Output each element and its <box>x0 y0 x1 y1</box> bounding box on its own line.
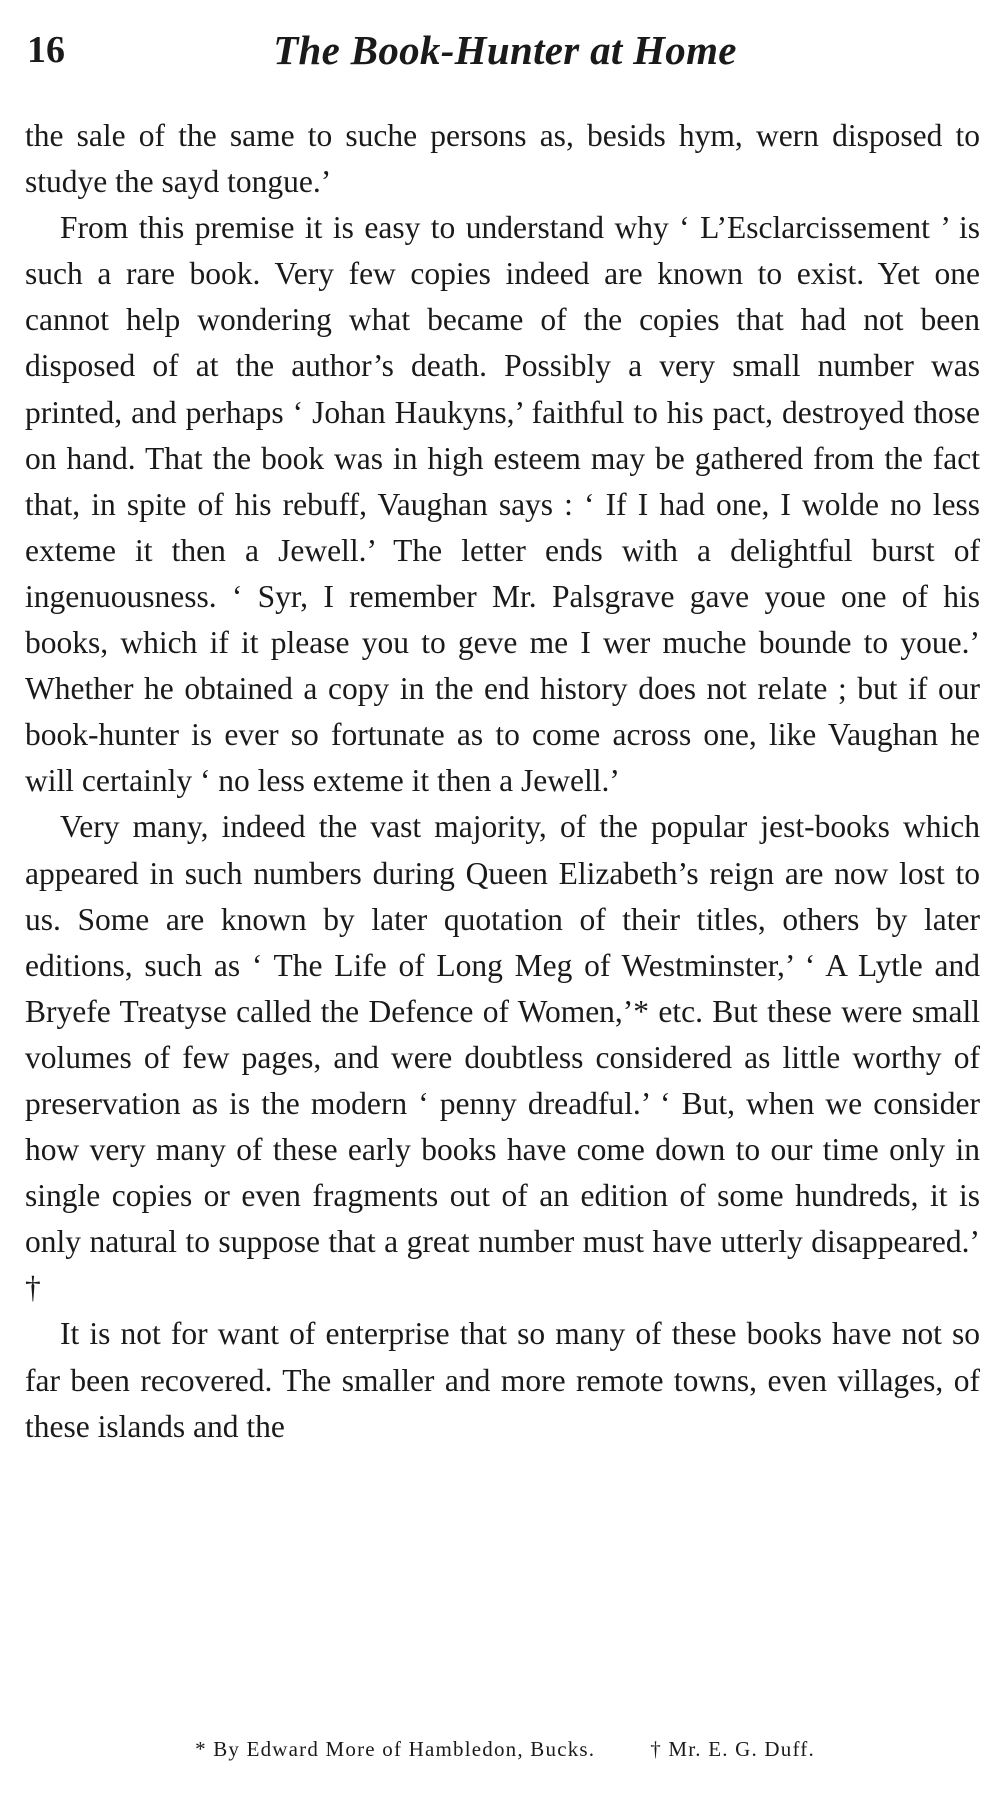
footnote-more: * By Edward More of Hambledon, Bucks. <box>195 1737 596 1761</box>
footnotes <box>25 1737 985 1762</box>
running-title: The Book-Hunter at Home <box>273 27 737 73</box>
paragraph-enterprise: It is not for want of enterprise that so many of these books have not so far been recovered. The smaller and more remote towns, even villages, of these islands and the <box>25 1316 980 1444</box>
book-page <box>25 0 985 1806</box>
running-head <box>25 18 985 78</box>
page-number: 16 <box>27 29 65 71</box>
paragraph-continued: the sale of the same to suche persons as, besids hym, wern disposed to studye the sayd tongue.’ <box>25 118 980 200</box>
paragraph-jest-books: Very many, indeed the vast majority, of the popular jest-books which appeared in such numbers during Queen Elizabeth’s reign are now lost to us. Some are known by later quotation of their titles, others by later editions, such as ‘ The Life of Long Meg of Westminster,’ ‘ A Lytle and Bryefe Treatyse called the Defence of Women,’* etc. But these were small volumes of few pages, and were doubtless considered as little worthy of preservation as is the modern ‘ penny dreadful.’ ‘ But, when we consider how very many of these early books have come down to our time only in single copies or even fragments out of an edition of some hundreds, it is only natural to suppose that a great number must have utterly disappeared.’ † <box>25 809 980 1306</box>
footnote-duff: † Mr. E. G. Duff. <box>650 1737 815 1761</box>
body-text <box>25 113 980 1450</box>
paragraph-esclarcissement: From this premise it is easy to understand why ‘ L’Esclarcissement ’ is such a rare book. Very few copies indeed are known to exist. Yet one cannot help wondering what became of the copies that had not been disposed of at the author’s death. Possibly a very small number was printed, and perhaps ‘ Johan Haukyns,’ faithful to his pact, destroyed those on hand. That the book was in high esteem may be gathered from the fact that, in spite of his rebuff, Vaughan says : ‘ If I had one, I wolde no less exteme it then a Jewell.’ The letter ends with a delightful burst of ingenuousness. ‘ Syr, I remember Mr. Palsgrave gave youe one of his books, which if it please you to geve me I wer muche bounde to youe.’ Whether he obtained a copy in the end history does not relate ; but if our book-hunter is ever so fortunate as to come across one, like Vaughan he will certainly ‘ no less exteme it then a Jewell.’ <box>25 210 980 799</box>
